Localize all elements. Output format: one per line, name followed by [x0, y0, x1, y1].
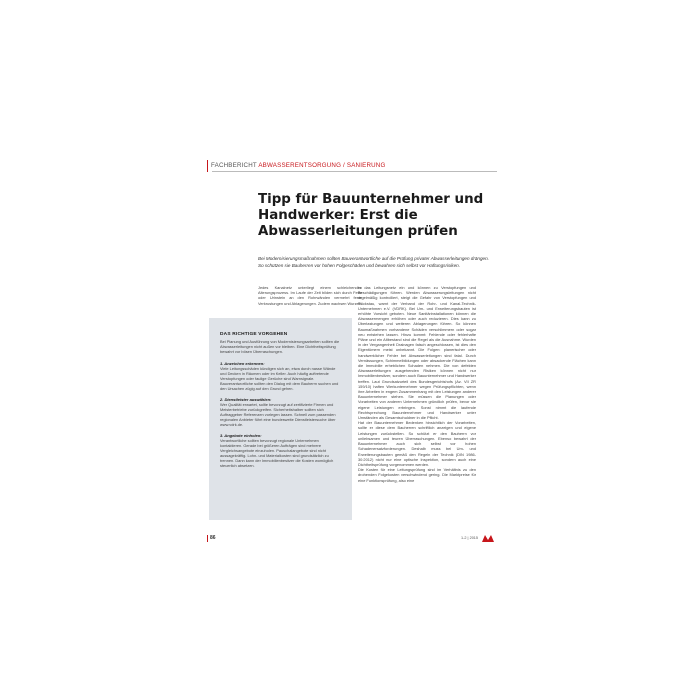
body-column-right: [358, 285, 476, 483]
page-number: 86: [210, 535, 216, 541]
article-lead: Bei Modernisierungsmaßnahmen sollten Bauverantwortliche auf die Prüfung privater Abwasserleitungen drängen. So schützen sie Bauherren vor hohen Folgeschäden und bewahren sich selbst vor Haftungsrisiken.: [258, 256, 489, 268]
section-divider: [212, 171, 497, 172]
body-paragraph: in das Leitungsnetz ein und können zu Verstopfungen und Beschädigungen führen. Werden Abwasserungsleitungen nicht regelmäßig kontrolliert, steigt die Gefahr von Verstopfungen und Rückstau, warnt der Verband der Rohr- und Kanal-Technik-Unternehmen e.V. (VDRK). Bei Um- und Erweiterungsbauten ist erhöhte Vorsicht geboten. Neue Sanitärinstallationen können die Abwassermengen erhöhen oder auch reduzieren. Dies kann zu Überlastungen und weiteren Ablagerungen führen. So können Baumaßnahmen vorhandene Schäden verschlimmern oder sogar neu entstehen lassen. Hinzu kommt: Fehlende oder fehlerhafte Pläne und ein Altbestand sind die Regel als die Ausnahme. Wurden in der Vergangenheit Drainagen falsch angeschlossen, ist dies den Eigentümern meist unbekannt. Die Folgen: planerischer oder handwerklicher Fehler bei Abwasserleitungen sind fatal. Durch Vernässungen, Schimmelbildungen oder absackende Flächen kann die Immobilie erheblichen Schaden nehmen. Die von defekten Abwasserleitungen ausgehenden Risiken können nicht nur Immobilienbesitzer, sondern auch Bauunternehmer und Handwerker treffen. Laut Grundsatzurteil des Bundesgerichtshofs (Az. VII ZR 159/10) haften Werkunternehmer wegen Prüfungspflichten, wenn ihre Arbeiten in engem Zusammenhang mit den Leistungen anderer Bauunternehmer stehen. Sie müssen die Planungen oder Vorarbeiten von anderen Unternehmen gründlich prüfen, bevor sie eigene Leistungen erbringen. Sonst nimmt die laufende Rechtsprechung Bauunternehmer und Handwerker unter Umständen als Gesamtschuldner in die Pflicht.: [358, 285, 476, 421]
step-text: Verantwortliche sollten bevorzugt regionale Unternehmen kontaktieren. Gerade bei größeren Aufträgen sind mehrere Vergleichsangebote einzuholen. Pauschalangebote sind nicht aussagekräftig. Lohn- und Materialkosten sind grundsätzlich zu trennen. Dann kann der Immobilienbesitzer die Kosten womöglich steuerlich absetzen.: [220, 438, 334, 468]
section-marker: [207, 160, 208, 172]
footer-marker: [207, 535, 208, 542]
body-column-left: Jedes Kanalnetz unterliegt einem schleichenden Alterungsprozess. Im Laufe der Zeit bilden sich durch Fette oder Urinstein an den Rohrwänden vermehrt feste Verkrustungen und Ablagerungen. Zudem wachsen Wurzeln: [258, 285, 362, 306]
section-topic: ABWASSERENTSORGUNG / SANIERUNG: [258, 162, 386, 169]
info-box: [209, 318, 352, 520]
body-paragraph: Die Kosten für eine Leitungsprüfung sind im Verhältnis zu den drohenden Folgekosten verschwindend gering. Die Marktpreise für eine Funktionsprüfung, also eine: [358, 467, 476, 483]
section-prefix: FACHBERICHT: [211, 162, 257, 169]
publisher-logo-icon: [482, 535, 494, 542]
body-paragraph: Hat der Bauunternehmer Bedenken hinsichtlich der Vorarbeiten, sollte er diese dem Bauherren schriftlich anzeigen und eigene Leistungen zurückstellen. So schützt er den Bauherrn vor unliebsamen und teuren Überraschungen. Ebenso bewahrt der Bauunternehmer auch sich selbst vor hohen Schadenersatzforderungen. Deshalb muss bei Um- und Erweiterungsbauten gemäß den Regeln der Technik (DIN 1986-30:2012) nicht nur eine optische Inspektion, sondern auch eine Dichtheitsprüfung vorgenommen werden.: [358, 420, 476, 467]
article-title: Tipp für Bauunternehmer und Handwerker: Erst die Abwasserleitungen prüfen: [258, 192, 484, 239]
issue-label: 1-2 | 2015: [461, 536, 479, 540]
section-label: [211, 162, 385, 169]
info-box-intro: Bei Planung und Ausführung von Modernisierungsarbeiten sollten die Abwasserleitungen nicht außen vor bleiben. Eine Dichtheitsprüfung bewahrt vor bösen Überraschungen.: [220, 339, 340, 354]
step-title: 2. Dienstleister auswählen:: [220, 397, 272, 402]
step-title: 3. Angebote einholen:: [220, 433, 262, 438]
info-box-heading: DAS RICHTIGE VORGEHEN: [220, 332, 288, 337]
step-text: Viele Leitungsschäden kündigen sich an, etwa durch nasse Wände und Decken in Räumen oder im Keller. Auch häufig auftretende Verstopfungen oder faulige Gerüche sind Warnsignale. Bauverantwortliche sollten den Dialog mit dem Bauherrn suchen und den Ursachen zügig auf den Grund gehen.: [220, 366, 339, 391]
step-text: Wer Qualität erwartet, sollte bevorzugt auf zertifizierte Firmen und Meisterbetriebe zurückgreifen. Sicherheitshalber sollten sich Auftraggeber Referenzen vorlegen lassen. Schnell zum passenden regionalen Anbieter führt eine bundesweite Dienstleistersuche über www.vdrk.de.: [220, 402, 336, 427]
step-title: 1. Anzeichen erkennen:: [220, 361, 265, 366]
